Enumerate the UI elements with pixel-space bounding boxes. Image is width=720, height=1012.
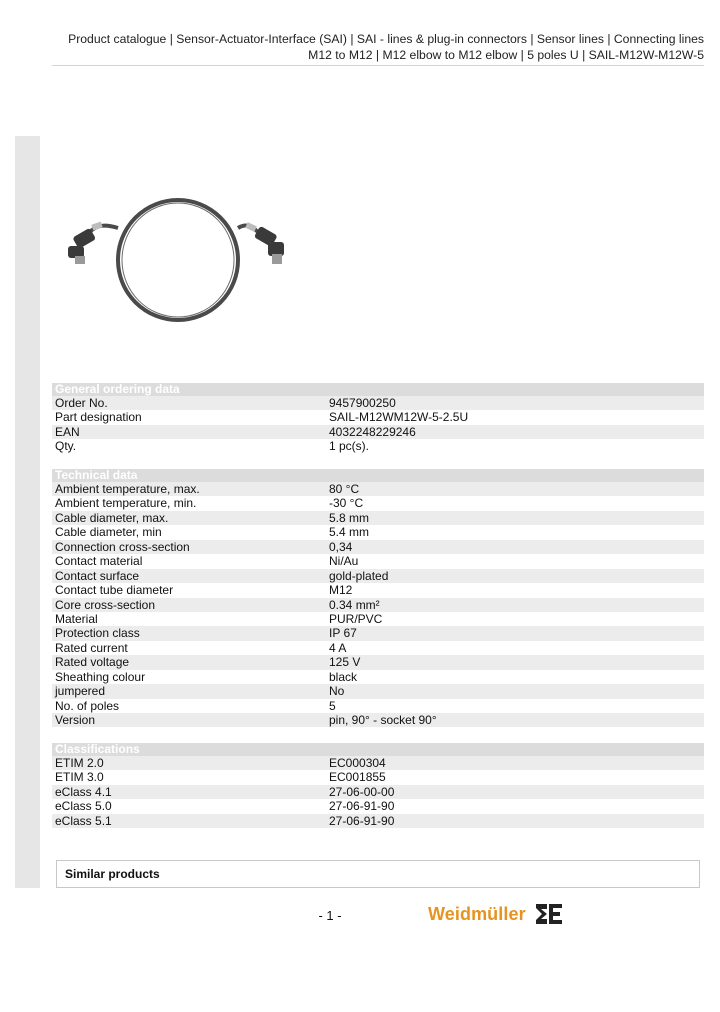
table-row: [52, 569, 704, 583]
row-value: gold-plated: [329, 568, 389, 583]
similar-products-box[interactable]: [56, 860, 700, 888]
row-value: 27-06-00-00: [329, 784, 395, 799]
row-value: PUR/PVC: [329, 611, 383, 626]
row-label: Order No.: [55, 396, 108, 410]
table-row: [52, 799, 704, 813]
row-label: eClass 5.0: [55, 799, 112, 814]
breadcrumb: [40, 31, 704, 63]
table-row: [52, 684, 704, 698]
row-value: 5.8 mm: [329, 510, 370, 525]
breadcrumb-line-1: Product catalogue | Sensor-Actuator-Interface (SAI) | SAI - lines & plug-in connectors | Sensor lines | Connecting lines: [68, 32, 704, 46]
row-label: Ambient temperature, max.: [55, 482, 200, 496]
section-title: Classifications: [52, 743, 704, 756]
row-value: SAIL-M12WM12W-5-2.5U: [329, 410, 469, 425]
row-label: eClass 4.1: [55, 784, 112, 799]
row-value: 1 pc(s).: [329, 439, 370, 454]
side-band: [15, 136, 40, 888]
row-label: Connection cross-section: [55, 539, 190, 554]
row-label: Sheathing colour: [55, 669, 146, 684]
table-row: [52, 770, 704, 784]
row-value: pin, 90° - socket 90°: [329, 713, 437, 727]
row-value: 27-06-91-90: [329, 799, 395, 814]
row-label: Cable diameter, min: [55, 525, 162, 540]
row-label: Part designation: [55, 410, 142, 425]
table-row: [52, 425, 704, 439]
row-value: 4032248229246: [329, 424, 416, 439]
header-divider: [52, 65, 704, 66]
table-row: [52, 482, 704, 496]
table-row: [52, 511, 704, 525]
general-ordering-section: [52, 383, 704, 454]
similar-products-label: Similar products: [65, 867, 160, 881]
row-value: EC000304: [329, 756, 386, 770]
table-row: [52, 670, 704, 684]
row-label: Ambient temperature, min.: [55, 496, 197, 511]
table-row: [52, 439, 704, 453]
row-label: ETIM 2.0: [55, 756, 104, 770]
row-value: 5: [329, 698, 336, 713]
row-value: EC001855: [329, 770, 386, 785]
section-title: General ordering data: [52, 383, 704, 396]
table-row: [52, 699, 704, 713]
row-value: 0,34: [329, 539, 353, 554]
brand-logo: [428, 899, 564, 929]
table-row: [52, 396, 704, 410]
table-row: [52, 540, 704, 554]
table-row: [52, 785, 704, 799]
row-value: 9457900250: [329, 396, 396, 410]
row-value: -30 °C: [329, 496, 364, 511]
row-label: Cable diameter, max.: [55, 510, 169, 525]
table-row: [52, 641, 704, 655]
table-row: [52, 525, 704, 539]
row-value: 4 A: [329, 640, 347, 655]
row-label: Qty.: [55, 439, 77, 454]
breadcrumb-line-2: M12 to M12 | M12 elbow to M12 elbow | 5 poles U | SAIL-M12W-M12W-5: [308, 48, 704, 62]
table-row: [52, 496, 704, 510]
row-value: No: [329, 684, 345, 699]
table-row: [52, 814, 704, 828]
table-row: [52, 612, 704, 626]
row-label: Contact surface: [55, 568, 140, 583]
page-number: - 1 -: [318, 908, 342, 923]
table-row: [52, 655, 704, 669]
row-label: Contact material: [55, 554, 143, 569]
row-label: jumpered: [55, 684, 106, 699]
row-value: black: [329, 669, 358, 684]
section-title: Technical data: [52, 469, 704, 482]
row-value: 5.4 mm: [329, 525, 370, 540]
table-row: [52, 756, 704, 770]
row-label: Version: [55, 713, 96, 727]
row-label: Contact tube diameter: [55, 583, 174, 598]
logo-text: Weidmüller: [428, 903, 526, 924]
row-label: ETIM 3.0: [55, 770, 104, 785]
table-row: [52, 713, 704, 727]
row-label: Material: [55, 611, 98, 626]
row-label: Protection class: [55, 626, 140, 641]
row-value: 27-06-91-90: [329, 813, 395, 828]
product-image: [62, 188, 298, 330]
row-value: IP 67: [329, 626, 357, 641]
row-label: EAN: [55, 424, 80, 439]
table-row: [52, 626, 704, 640]
table-row: [52, 410, 704, 424]
row-value: Ni/Au: [329, 554, 359, 569]
classifications-section: [52, 743, 704, 828]
row-label: Rated voltage: [55, 655, 130, 670]
row-value: 125 V: [329, 655, 361, 670]
row-label: Rated current: [55, 640, 128, 655]
table-row: [52, 554, 704, 568]
row-label: No. of poles: [55, 698, 120, 713]
technical-data-section: [52, 469, 704, 727]
row-value: 80 °C: [329, 482, 360, 496]
table-row: [52, 583, 704, 597]
row-value: 0.34 mm²: [329, 597, 380, 612]
cable-assembly-icon: [62, 188, 298, 330]
weidmuller-mark-icon: [534, 901, 564, 927]
table-row: [52, 598, 704, 612]
row-label: eClass 5.1: [55, 813, 112, 828]
row-value: M12: [329, 583, 353, 598]
row-label: Core cross-section: [55, 597, 156, 612]
